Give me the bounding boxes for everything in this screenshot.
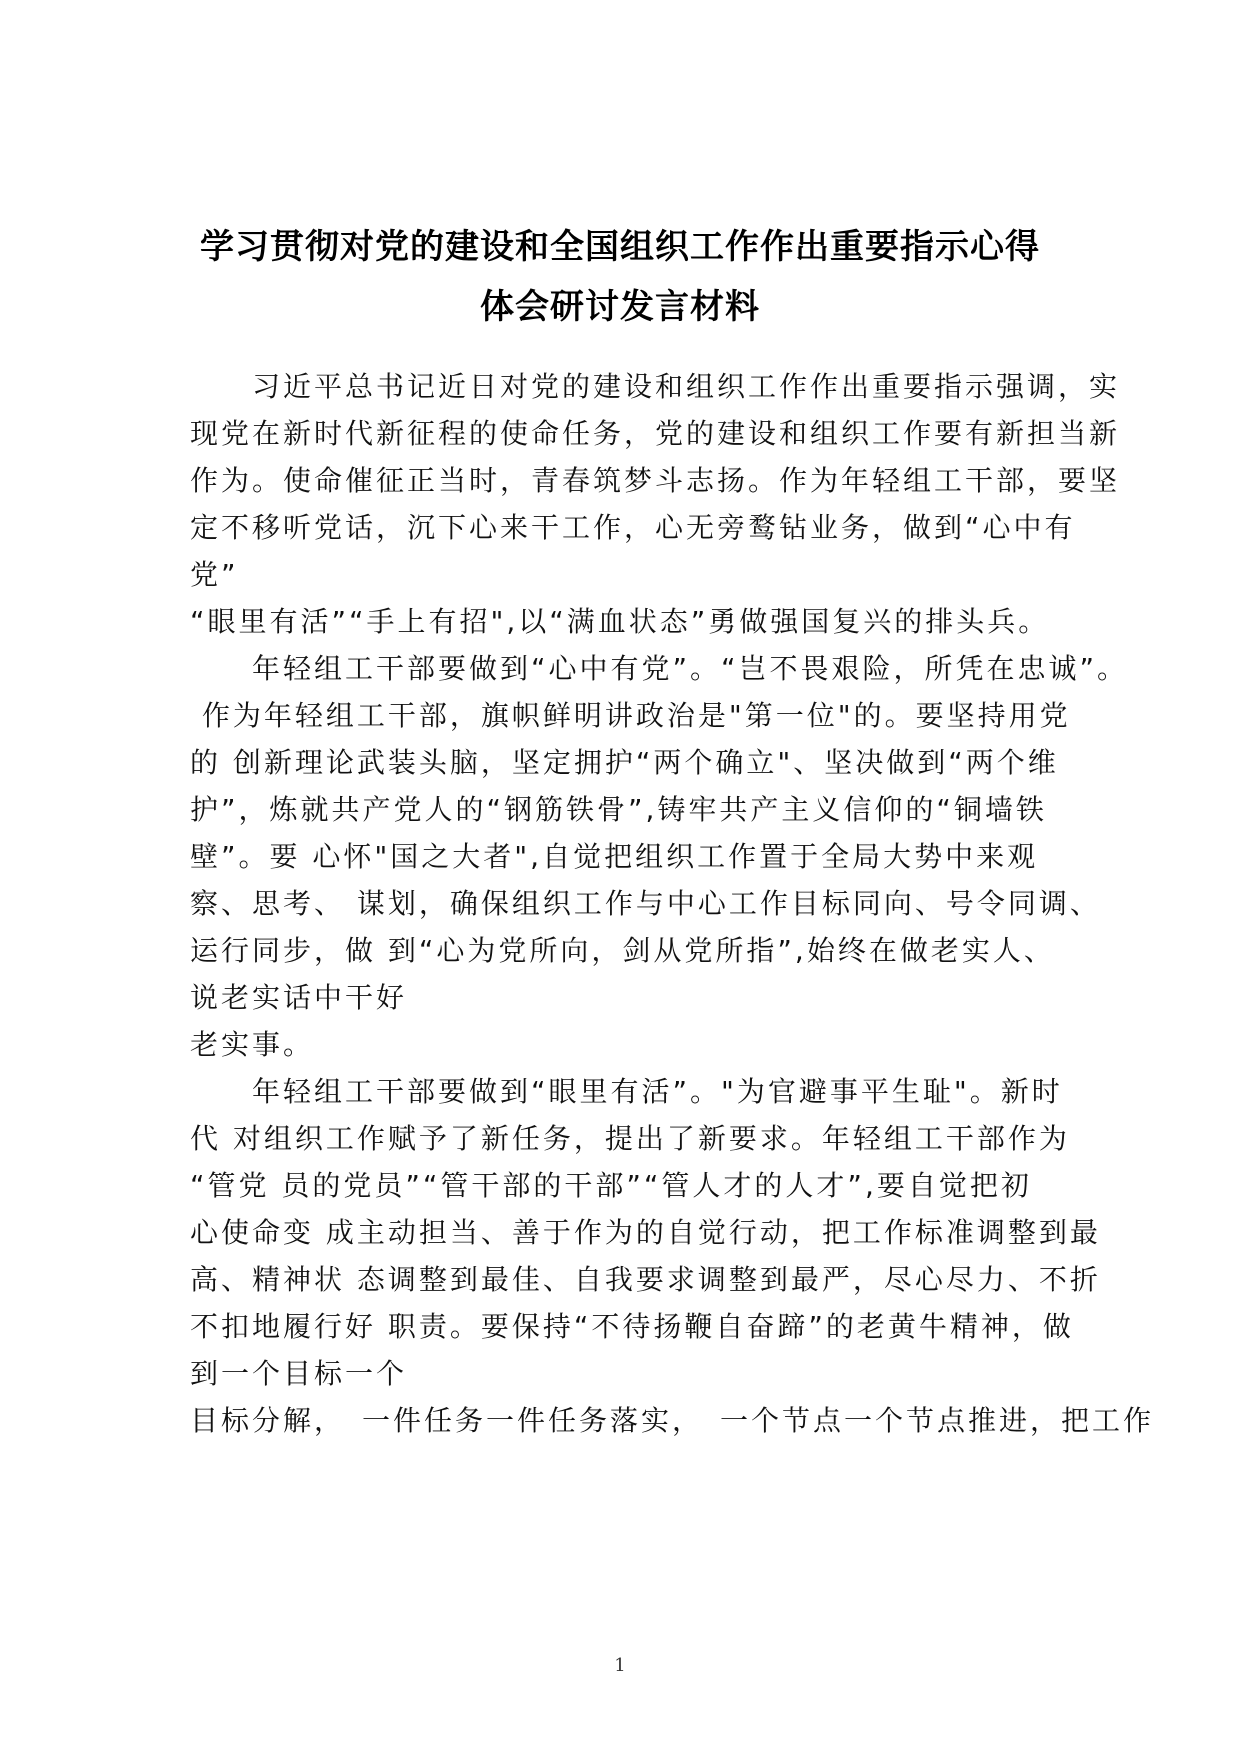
body-line: 党” [190, 558, 239, 591]
body-line: 壁”。要 心怀"国之大者",自觉把组织工作置于全局大势中来观 [190, 840, 1039, 873]
body-line: 护”，炼就共产党人的“钢筋铁骨”,铸牢共产主义信仰的“铜墙铁 [190, 793, 1047, 826]
body-line: 定不移听党话，沉下心来干工作，心无旁鹜钻业务，做到“心中有 [190, 511, 1076, 544]
body-line: “眼里有活”“手上有招",以“满血状态”勇做强国复兴的排头兵。 [190, 605, 1050, 638]
document-title-line-1: 学习贯彻对党的建设和全国组织工作作出重要指示心得 [200, 227, 1040, 267]
body-line: 目标分解， 一件任务一件任务落实， 一个节点一个节点推进，把工作 [190, 1404, 1155, 1437]
body-line: 说老实话中干好 [190, 981, 408, 1014]
body-line: 年轻组工干部要做到“眼里有活”。"为官避事平生耻"。新时 [190, 1075, 1063, 1108]
body-line: 运行同步，做 到“心为党所向，剑从党所指”,始终在做老实人、 [190, 934, 1055, 967]
body-line: 到一个目标一个 [190, 1357, 408, 1390]
body-line: 不扣地履行好 职责。要保持“不待扬鞭自奋蹄”的老黄牛精神，做 [190, 1310, 1074, 1343]
body-line: 现党在新时代新征程的使命任务，党的建设和组织工作要有新担当新 [190, 417, 1121, 450]
body-line: 代 对组织工作赋予了新任务，提出了新要求。年轻组工干部作为 [190, 1122, 1070, 1155]
body-line: 高、精神状 态调整到最佳、自我要求调整到最严，尽心尽力、不折 [190, 1263, 1101, 1296]
page-number: 1 [614, 1655, 626, 1676]
document-title-line-2: 体会研讨发言材料 [480, 287, 760, 327]
body-line: 心使命变 成主动担当、善于作为的自觉行动，把工作标准调整到最 [190, 1216, 1101, 1249]
body-line: 年轻组工干部要做到“心中有党”。“岂不畏艰险，所凭在忠诚”。 [190, 652, 1129, 685]
body-line: 察、思考、 谋划，确保组织工作与中心工作目标同向、号令同调、 [190, 887, 1101, 920]
body-line: 作为。使命催征正当时，青春筑梦斗志扬。作为年轻组工干部，要坚 [190, 464, 1121, 497]
body-line: 的 创新理论武装头脑，坚定拥护“两个确立"、坚决做到“两个维 [190, 746, 1059, 779]
body-line: “管党 员的党员”“管干部的干部”“管人才的人才”,要自觉把初 [190, 1169, 1032, 1202]
body-line: 老实事。 [190, 1028, 315, 1061]
body-line: 作为年轻组工干部，旗帜鲜明讲政治是"第一位"的。要坚持用党 [190, 699, 1071, 732]
body-line: 习近平总书记近日对党的建设和组织工作作出重要指示强调，实 [190, 370, 1121, 403]
